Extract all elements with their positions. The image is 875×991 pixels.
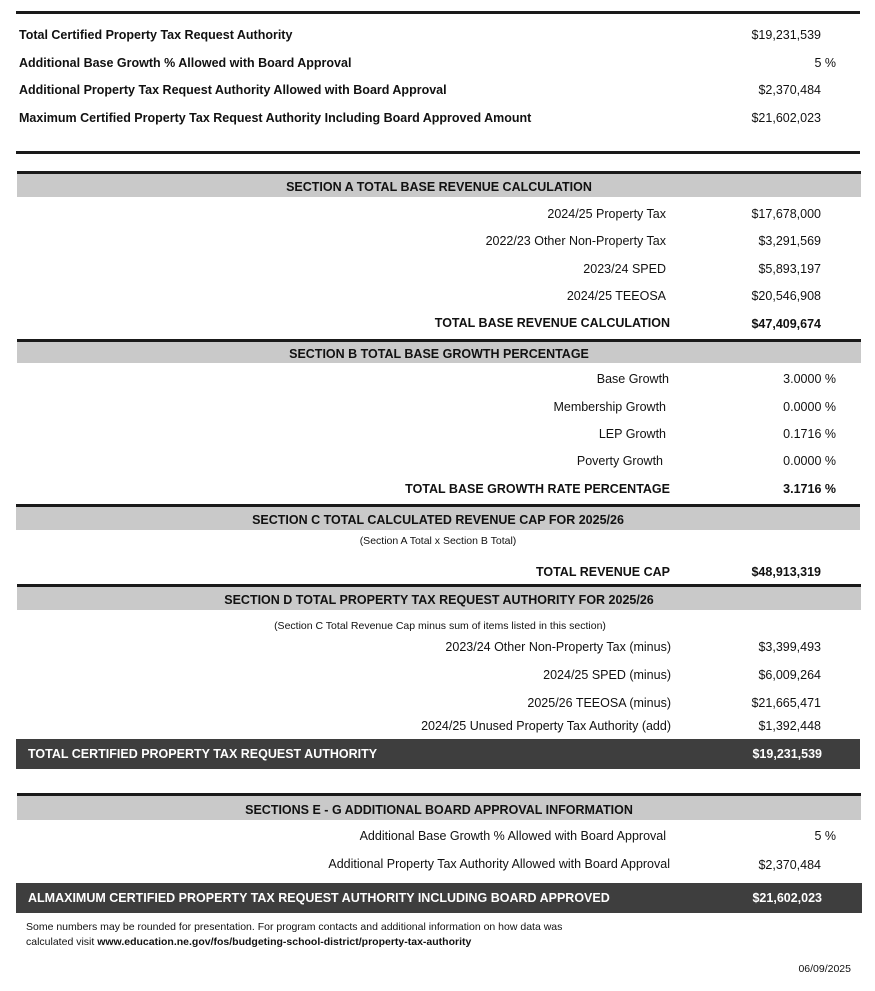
section-b-row-label: Base Growth xyxy=(596,372,669,386)
section-d-title: SECTION D TOTAL PROPERTY TAX REQUEST AUTHORITY FOR 2025/26 xyxy=(224,593,654,607)
section-eg-row-label: Additional Property Tax Authority Allowed with Board Approval xyxy=(328,857,670,871)
section-a-row-label: 2022/23 Other Non-Property Tax xyxy=(485,234,666,248)
section-c-note-text: (Section A Total x Section B Total) xyxy=(359,535,517,547)
summary-value: $19,231,539 xyxy=(751,28,821,42)
summary-label: Maximum Certified Property Tax Request Authority Including Board Approved Amount xyxy=(19,111,532,125)
section-d-row-value: $3,399,493 xyxy=(758,640,821,654)
section-eg-total-value: $21,602,023 xyxy=(752,891,822,905)
section-c-total-value: $48,913,319 xyxy=(751,565,821,579)
section-d-note xyxy=(0,619,875,634)
section-b-title: SECTION B TOTAL BASE GROWTH PERCENTAGE xyxy=(289,347,589,361)
section-b-total-value: 3.1716 % xyxy=(783,482,836,496)
section-d-total-bar xyxy=(16,739,860,769)
section-c-note xyxy=(16,534,860,549)
summary-value: $21,602,023 xyxy=(751,111,821,125)
section-d-row-value: $21,665,471 xyxy=(751,696,821,710)
section-d-total-value: $19,231,539 xyxy=(752,747,822,761)
footer-date: 06/09/2025 xyxy=(798,963,851,975)
section-b-row-value: 0.0000 % xyxy=(783,400,836,414)
section-c-header xyxy=(16,504,860,530)
section-a-row-value: $17,678,000 xyxy=(751,207,821,221)
summary-label: Total Certified Property Tax Request Authority xyxy=(19,28,293,42)
section-d-header xyxy=(17,584,861,610)
footer-note-line1: Some numbers may be rounded for presentation. For program contacts and additional information on how data was xyxy=(26,921,563,933)
footer-note-line2 xyxy=(26,935,471,950)
top-rule xyxy=(16,11,860,14)
section-eg-row-value: $2,370,484 xyxy=(758,858,821,872)
section-b-row-value: 0.0000 % xyxy=(783,454,836,468)
section-a-total-label: TOTAL BASE REVENUE CALCULATION xyxy=(434,316,670,330)
section-d-row-label: 2024/25 Unused Property Tax Authority (add) xyxy=(421,719,671,733)
section-d-row-value: $1,392,448 xyxy=(758,719,821,733)
section-a-header xyxy=(17,171,861,197)
summary-value: 5 % xyxy=(814,56,836,70)
section-c-title: SECTION C TOTAL CALCULATED REVENUE CAP FOR 2025/26 xyxy=(252,513,624,527)
summary-value: $2,370,484 xyxy=(758,83,821,97)
section-b-total-label: TOTAL BASE GROWTH RATE PERCENTAGE xyxy=(405,482,670,496)
section-a-row-label: 2024/25 TEEOSA xyxy=(566,289,666,303)
section-d-total-label: TOTAL CERTIFIED PROPERTY TAX REQUEST AUTHORITY xyxy=(28,747,378,761)
section-d-row-label: 2024/25 SPED (minus) xyxy=(543,668,671,682)
section-a-row-value: $5,893,197 xyxy=(758,262,821,276)
section-eg-header xyxy=(17,793,861,820)
section-eg-title: SECTIONS E - G ADDITIONAL BOARD APPROVAL INFORMATION xyxy=(245,803,633,817)
section-b-header xyxy=(17,339,861,363)
section-b-row-value: 3.0000 % xyxy=(783,372,836,386)
footer-note-prefix: calculated visit xyxy=(26,936,98,948)
section-eg-row-label: Additional Base Growth % Allowed with Board Approval xyxy=(359,829,666,843)
summary-label: Additional Property Tax Request Authority Allowed with Board Approval xyxy=(19,83,447,97)
summary-label: Additional Base Growth % Allowed with Board Approval xyxy=(19,56,352,70)
section-b-row-label: Membership Growth xyxy=(553,400,666,414)
section-a-total-value: $47,409,674 xyxy=(751,317,821,331)
section-a-title: SECTION A TOTAL BASE REVENUE CALCULATION xyxy=(286,180,592,194)
section-a-row-value: $3,291,569 xyxy=(758,234,821,248)
section-b-row-label: LEP Growth xyxy=(598,427,666,441)
section-eg-total-label: ALMAXIMUM CERTIFIED PROPERTY TAX REQUEST AUTHORITY INCLUDING BOARD APPROVED xyxy=(28,891,610,905)
footer-link[interactable]: www.education.ne.gov/fos/budgeting-school-district/property-tax-authority xyxy=(97,936,472,948)
section-eg-total-bar xyxy=(16,883,862,913)
section-d-row-label: 2023/24 Other Non-Property Tax (minus) xyxy=(445,640,671,654)
section-a-row-label: 2024/25 Property Tax xyxy=(547,207,666,221)
section-d-note-text: (Section C Total Revenue Cap minus sum of items listed in this section) xyxy=(274,620,606,632)
section-a-row-value: $20,546,908 xyxy=(751,289,821,303)
section-d-row-value: $6,009,264 xyxy=(758,668,821,682)
section-eg-row-value: 5 % xyxy=(814,829,836,843)
section-d-row-label: 2025/26 TEEOSA (minus) xyxy=(527,696,671,710)
section-b-row-value: 0.1716 % xyxy=(783,427,836,441)
section-c-total-label: TOTAL REVENUE CAP xyxy=(535,565,670,579)
summary-bottom-rule xyxy=(16,151,860,154)
section-a-row-label: 2023/24 SPED xyxy=(583,262,666,276)
section-b-row-label: Poverty Growth xyxy=(576,454,663,468)
